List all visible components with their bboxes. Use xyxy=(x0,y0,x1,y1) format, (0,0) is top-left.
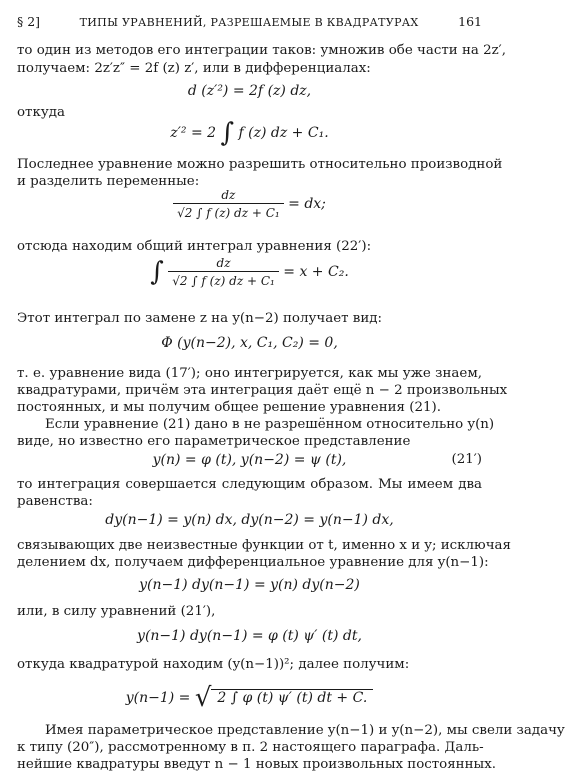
equation xyxy=(0,683,499,713)
equation: y(n−1) dy(n−1) = φ (t) ψ′ (t) dt, xyxy=(137,628,362,644)
text-line: или, в силу уравнений (21′), xyxy=(17,604,216,619)
equation: y(n−1) dy(n−1) = y(n) dy(n−2) xyxy=(139,577,360,593)
section-marker: § 2] xyxy=(17,14,41,29)
equation-part: f (z) dz + C₁. xyxy=(238,125,329,141)
sqrt-sign: √ xyxy=(177,206,185,220)
text-line: получаем: 2z′z″ = 2f (z) z′, или в дифференциалах: xyxy=(17,61,371,76)
text-line: постоянных, и мы получим общее решение уравнения (21). xyxy=(17,400,442,415)
text-line: Этот интеграл по замене z на y(n−2) получает вид: xyxy=(17,311,382,326)
equation xyxy=(0,118,499,148)
text-line: т. е. уравнение вида (17′); оно интегрируется, как мы уже знаем, xyxy=(17,366,482,381)
text-line: отсюда находим общий интеграл уравнения (22′): xyxy=(17,239,372,254)
text-line: и разделить переменные: xyxy=(17,174,200,189)
fraction-denominator xyxy=(168,271,279,288)
text-line: Если уравнение (21) дано в не разрешённом относительно y(n) xyxy=(45,417,495,432)
integral-sign: ∫ xyxy=(150,257,164,287)
text-line: откуда xyxy=(17,105,65,120)
text-line: Последнее уравнение можно разрешить относительно производной xyxy=(17,157,503,172)
equation xyxy=(0,188,499,220)
fraction-numerator: dz xyxy=(216,256,231,270)
text-line: то интеграция совершается следующим образом. Мы имеем два xyxy=(17,477,482,492)
equation: y(n) = φ (t), y(n−2) = ψ (t), xyxy=(152,452,347,468)
equation: d (z′²) = 2f (z) dz, xyxy=(187,83,312,99)
equation-number: (21′) xyxy=(451,452,482,467)
fraction-denominator xyxy=(173,203,284,220)
text-line: откуда квадратурой находим (y(n−1))²; далее получим: xyxy=(17,657,410,672)
text-line: то один из методов его интеграции таков: умножив обе части на 2z′, xyxy=(17,43,506,58)
equation xyxy=(0,256,499,288)
fraction xyxy=(168,256,279,288)
equation: dy(n−1) = y(n) dx, dy(n−2) = y(n−1) dx, xyxy=(105,512,394,528)
equation-part: z′² = 2 xyxy=(170,125,217,141)
sqrt-sign: √ xyxy=(172,274,180,288)
radicand: 2 ∫ f (z) dz + C₁ xyxy=(179,274,275,288)
equation-part: = dx; xyxy=(288,196,326,212)
equation-part: = x + C₂. xyxy=(283,264,349,280)
page-number: 161 xyxy=(458,14,482,29)
text-line: делением dx, получаем дифференциальное уравнение для y(n−1): xyxy=(17,555,489,570)
fraction-numerator: dz xyxy=(221,188,236,202)
equation: Φ (y(n−2), x, C₁, C₂) = 0, xyxy=(161,335,338,351)
fraction xyxy=(173,188,284,220)
text-line: Имея параметрическое представление y(n−1) и y(n−2), мы свели задачу xyxy=(45,723,565,738)
equation-part: y(n−1) = xyxy=(125,690,191,706)
text-line: виде, но известно его параметрическое представление xyxy=(17,434,411,449)
radicand: 2 ∫ φ (t) ψ′ (t) dt + C. xyxy=(211,689,373,706)
sqrt-sign: √ xyxy=(194,683,212,713)
integral-sign: ∫ xyxy=(220,118,235,148)
text-line: связывающих две неизвестные функции от t, именно x и y; исключая xyxy=(17,538,511,553)
running-title: ТИПЫ УРАВНЕНИЙ, РАЗРЕШАЕМЫЕ В КВАДРАТУРАХ xyxy=(79,16,419,29)
text-line: нейшие квадратуры введут n − 1 новых произвольных постоянных. xyxy=(17,757,497,772)
text-line: квадратурами, причём эта интеграция даёт ещё n − 2 произвольных xyxy=(17,383,508,398)
text-line: к типу (20″), рассмотренному в п. 2 настоящего параграфа. Даль- xyxy=(17,740,484,755)
text-line: равенства: xyxy=(17,494,93,509)
running-header xyxy=(17,14,482,30)
radicand: 2 ∫ f (z) dz + C₁ xyxy=(184,206,280,220)
